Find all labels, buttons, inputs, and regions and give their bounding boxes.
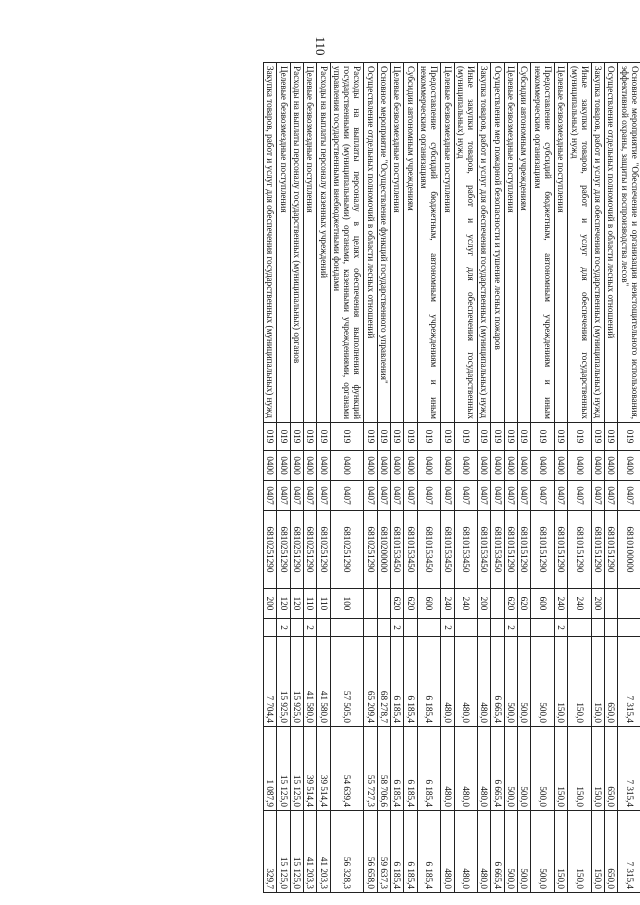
expense-type-cell [618, 589, 640, 619]
description-cell: Расходы на выплаты персоналу в целях обеспечения выполнения функций государственными (муниципальными) органами, казенными учреждениями, органами управления государственными внебюджетными фондами [330, 63, 364, 423]
grbs-code-cell: 019 [491, 423, 504, 451]
description-cell: Целевые безвозмездные поступления [391, 63, 404, 423]
amount-year2-cell: 650,0 [605, 727, 618, 811]
amount-year3-cell: 7 315,4 [618, 811, 640, 893]
description-cell: Предоставление субсидий бюджетным, автономным учреждениям и иным некоммерческим организациям [417, 63, 441, 423]
grbs-code-cell: 019 [303, 423, 316, 451]
subsection-code-cell: 0407 [491, 481, 504, 511]
amount-year2-cell: 480,0 [478, 727, 491, 811]
target-article-cell: 6810251290 [264, 511, 277, 589]
target-article-cell: 6810251290 [330, 511, 364, 589]
section-code-cell: 0400 [568, 451, 592, 481]
subsection-code-cell: 0407 [417, 481, 441, 511]
section-code-cell: 0400 [290, 451, 303, 481]
section-code-cell: 0400 [441, 451, 454, 481]
table-row [491, 63, 504, 893]
amount-year2-cell: 15 125,0 [290, 727, 303, 811]
amount-year2-cell: 500,0 [504, 727, 517, 811]
table-row [478, 63, 491, 893]
description-cell: Субсидии автономным учреждениям [404, 63, 417, 423]
subsection-code-cell: 0407 [404, 481, 417, 511]
subsection-code-cell: 0407 [391, 481, 404, 511]
table-row [404, 63, 417, 893]
table-row [330, 63, 364, 893]
funding-flag-cell [618, 619, 640, 637]
expense-type-cell: 200 [264, 589, 277, 619]
page-number: 110 [313, 36, 328, 56]
amount-year2-cell: 6 665,4 [491, 727, 504, 811]
table-row [290, 63, 303, 893]
description-cell: Осуществление мер пожарной безопасности и тушение лесных пожаров [491, 63, 504, 423]
amount-year3-cell: 150,0 [568, 811, 592, 893]
funding-flag-cell [377, 619, 390, 637]
target-article-cell: 6810151290 [591, 511, 604, 589]
subsection-code-cell: 0407 [478, 481, 491, 511]
amount-year1-cell: 15 925,0 [290, 637, 303, 727]
grbs-code-cell: 019 [454, 423, 478, 451]
description-cell: Целевые безвозмездные поступления [504, 63, 517, 423]
subsection-code-cell: 0407 [330, 481, 364, 511]
target-article-cell: 6810251290 [317, 511, 330, 589]
section-code-cell: 0400 [504, 451, 517, 481]
amount-year3-cell: 59 637,3 [377, 811, 390, 893]
description-cell: Целевые безвозмездные поступления [554, 63, 567, 423]
table-row [264, 63, 277, 893]
amount-year2-cell: 500,0 [531, 727, 555, 811]
description-cell: Осуществление отдельных полномочий в области лесных отношений [605, 63, 618, 423]
target-article-cell: 6810153450 [491, 511, 504, 589]
table-row [618, 63, 640, 893]
section-code-cell: 0400 [391, 451, 404, 481]
table-row [377, 63, 390, 893]
expense-type-cell: 120 [277, 589, 290, 619]
table-row [391, 63, 404, 893]
target-article-cell: 6810100000 [618, 511, 640, 589]
expense-type-cell: 110 [317, 589, 330, 619]
amount-year2-cell: 1 087,9 [264, 727, 277, 811]
description-cell: Расходы на выплаты персоналу государственных (муниципальных) органов [290, 63, 303, 423]
amount-year3-cell: 6 185,4 [417, 811, 441, 893]
amount-year3-cell: 500,0 [518, 811, 531, 893]
amount-year2-cell: 58 706,6 [377, 727, 390, 811]
description-cell: Иные закупки товаров, работ и услуг для обеспечения государственных (муниципальных) нужд [568, 63, 592, 423]
amount-year1-cell: 480,0 [441, 637, 454, 727]
funding-flag-cell [491, 619, 504, 637]
subsection-code-cell: 0407 [290, 481, 303, 511]
funding-flag-cell [364, 619, 377, 637]
amount-year3-cell: 15 125,0 [277, 811, 290, 893]
funding-flag-cell: 2 [504, 619, 517, 637]
amount-year1-cell: 480,0 [478, 637, 491, 727]
subsection-code-cell: 0407 [504, 481, 517, 511]
section-code-cell: 0400 [454, 451, 478, 481]
amount-year2-cell: 39 514,4 [303, 727, 316, 811]
amount-year1-cell: 41 580,0 [303, 637, 316, 727]
section-code-cell: 0400 [417, 451, 441, 481]
expense-type-cell: 240 [441, 589, 454, 619]
amount-year1-cell: 6 185,4 [417, 637, 441, 727]
expense-type-cell [605, 589, 618, 619]
amount-year1-cell: 68 278,7 [377, 637, 390, 727]
amount-year1-cell: 65 209,4 [364, 637, 377, 727]
table-row [364, 63, 377, 893]
target-article-cell: 6810251290 [303, 511, 316, 589]
amount-year1-cell: 150,0 [554, 637, 567, 727]
expense-type-cell [377, 589, 390, 619]
expense-type-cell: 240 [454, 589, 478, 619]
table-row [504, 63, 517, 893]
funding-flag-cell [417, 619, 441, 637]
amount-year1-cell: 7 704,4 [264, 637, 277, 727]
expense-type-cell: 240 [568, 589, 592, 619]
expense-type-cell: 620 [404, 589, 417, 619]
target-article-cell: 6810151290 [568, 511, 592, 589]
grbs-code-cell: 019 [417, 423, 441, 451]
description-cell: Закупка товаров, работ и услуг для обеспечения государственных (муниципальных) нужд [591, 63, 604, 423]
funding-flag-cell: 2 [441, 619, 454, 637]
funding-flag-cell [518, 619, 531, 637]
amount-year1-cell: 500,0 [531, 637, 555, 727]
amount-year1-cell: 57 505,0 [330, 637, 364, 727]
section-code-cell: 0400 [491, 451, 504, 481]
table-row [417, 63, 441, 893]
grbs-code-cell: 019 [441, 423, 454, 451]
subsection-code-cell: 0407 [364, 481, 377, 511]
target-article-cell: 6810151290 [605, 511, 618, 589]
amount-year2-cell: 150,0 [591, 727, 604, 811]
subsection-code-cell: 0407 [441, 481, 454, 511]
expense-type-cell [491, 589, 504, 619]
description-cell: Предоставление субсидий бюджетным, автономным учреждениям и иным некоммерческим организациям [531, 63, 555, 423]
grbs-code-cell: 019 [478, 423, 491, 451]
funding-flag-cell: 2 [554, 619, 567, 637]
description-cell: Осуществление отдельных полномочий в области лесных отношений [364, 63, 377, 423]
grbs-code-cell: 019 [377, 423, 390, 451]
funding-flag-cell [568, 619, 592, 637]
description-cell: Закупка товаров, работ и услуг для обеспечения государственных (муниципальных) нужд [264, 63, 277, 423]
amount-year1-cell: 7 315,4 [618, 637, 640, 727]
funding-flag-cell [290, 619, 303, 637]
expense-type-cell: 620 [518, 589, 531, 619]
target-article-cell: 6810151290 [531, 511, 555, 589]
subsection-code-cell: 0407 [618, 481, 640, 511]
section-code-cell: 0400 [554, 451, 567, 481]
description-cell: Расходы на выплаты персоналу казенных учреждений [317, 63, 330, 423]
funding-flag-cell [454, 619, 478, 637]
section-code-cell: 0400 [330, 451, 364, 481]
subsection-code-cell: 0407 [264, 481, 277, 511]
amount-year1-cell: 6 185,4 [404, 637, 417, 727]
expense-type-cell: 200 [591, 589, 604, 619]
grbs-code-cell: 019 [317, 423, 330, 451]
amount-year1-cell: 15 925,0 [277, 637, 290, 727]
expense-type-cell [364, 589, 377, 619]
target-article-cell: 6810151290 [554, 511, 567, 589]
amount-year2-cell: 150,0 [554, 727, 567, 811]
grbs-code-cell: 019 [264, 423, 277, 451]
description-cell: Целевые безвозмездные поступления [277, 63, 290, 423]
grbs-code-cell: 019 [277, 423, 290, 451]
target-article-cell: 6810251290 [290, 511, 303, 589]
rotated-page-content [67, 62, 640, 892]
amount-year3-cell: 329,7 [264, 811, 277, 893]
amount-year2-cell: 54 639,4 [330, 727, 364, 811]
target-article-cell: 6810153450 [404, 511, 417, 589]
section-code-cell: 0400 [618, 451, 640, 481]
subsection-code-cell: 0407 [591, 481, 604, 511]
grbs-code-cell: 019 [364, 423, 377, 451]
amount-year2-cell: 150,0 [568, 727, 592, 811]
table-row [317, 63, 330, 893]
section-code-cell: 0400 [364, 451, 377, 481]
description-cell: Основное мероприятие "Обеспечение и организация неистощительного использования, эффективной охраны, защиты и воспроизводства лесов" [618, 63, 640, 423]
subsection-code-cell: 0407 [531, 481, 555, 511]
amount-year2-cell: 480,0 [441, 727, 454, 811]
amount-year3-cell: 150,0 [591, 811, 604, 893]
subsection-code-cell: 0407 [277, 481, 290, 511]
expense-type-cell: 620 [391, 589, 404, 619]
amount-year3-cell: 41 203,3 [317, 811, 330, 893]
subsection-code-cell: 0407 [454, 481, 478, 511]
table-row [568, 63, 592, 893]
section-code-cell: 0400 [605, 451, 618, 481]
table-row [591, 63, 604, 893]
amount-year2-cell: 6 185,4 [404, 727, 417, 811]
table-row [605, 63, 618, 893]
subsection-code-cell: 0407 [317, 481, 330, 511]
amount-year2-cell: 39 514,4 [317, 727, 330, 811]
funding-flag-cell: 2 [391, 619, 404, 637]
subsection-code-cell: 0407 [518, 481, 531, 511]
funding-flag-cell [591, 619, 604, 637]
grbs-code-cell: 019 [605, 423, 618, 451]
target-article-cell: 6810251290 [277, 511, 290, 589]
section-code-cell: 0400 [591, 451, 604, 481]
section-code-cell: 0400 [531, 451, 555, 481]
target-article-cell: 6810153450 [478, 511, 491, 589]
funding-flag-cell [605, 619, 618, 637]
amount-year3-cell: 6 185,4 [391, 811, 404, 893]
amount-year3-cell: 56 658,0 [364, 811, 377, 893]
grbs-code-cell: 019 [568, 423, 592, 451]
subsection-code-cell: 0407 [568, 481, 592, 511]
table-row [441, 63, 454, 893]
amount-year2-cell: 6 185,4 [417, 727, 441, 811]
expense-type-cell: 620 [504, 589, 517, 619]
table-row [277, 63, 290, 893]
section-code-cell: 0400 [478, 451, 491, 481]
description-cell: Субсидии автономным учреждениям [518, 63, 531, 423]
amount-year3-cell: 480,0 [454, 811, 478, 893]
amount-year2-cell: 15 125,0 [277, 727, 290, 811]
table-row [554, 63, 567, 893]
amount-year1-cell: 6 185,4 [391, 637, 404, 727]
section-code-cell: 0400 [518, 451, 531, 481]
amount-year1-cell: 650,0 [605, 637, 618, 727]
grbs-code-cell: 019 [554, 423, 567, 451]
funding-flag-cell [531, 619, 555, 637]
description-cell: Целевые безвозмездные поступления [441, 63, 454, 423]
amount-year3-cell: 6 185,4 [404, 811, 417, 893]
section-code-cell: 0400 [404, 451, 417, 481]
subsection-code-cell: 0407 [377, 481, 390, 511]
amount-year2-cell: 7 315,4 [618, 727, 640, 811]
grbs-code-cell: 019 [330, 423, 364, 451]
description-cell: Иные закупки товаров, работ и услуг для обеспечения государственных (муниципальных) нужд [454, 63, 478, 423]
target-article-cell: 6810251290 [364, 511, 377, 589]
amount-year3-cell: 650,0 [605, 811, 618, 893]
funding-flag-cell [264, 619, 277, 637]
amount-year2-cell: 55 727,3 [364, 727, 377, 811]
expense-type-cell: 110 [303, 589, 316, 619]
amount-year3-cell: 480,0 [478, 811, 491, 893]
description-cell: Целевые безвозмездные поступления [303, 63, 316, 423]
amount-year2-cell: 500,0 [518, 727, 531, 811]
amount-year1-cell: 480,0 [454, 637, 478, 727]
section-code-cell: 0400 [377, 451, 390, 481]
amount-year3-cell: 6 665,4 [491, 811, 504, 893]
budget-table [263, 62, 640, 893]
amount-year1-cell: 500,0 [518, 637, 531, 727]
amount-year1-cell: 6 665,4 [491, 637, 504, 727]
expense-type-cell: 240 [554, 589, 567, 619]
grbs-code-cell: 019 [504, 423, 517, 451]
grbs-code-cell: 019 [391, 423, 404, 451]
subsection-code-cell: 0407 [605, 481, 618, 511]
grbs-code-cell: 019 [290, 423, 303, 451]
amount-year3-cell: 500,0 [531, 811, 555, 893]
amount-year1-cell: 150,0 [591, 637, 604, 727]
table-row [518, 63, 531, 893]
grbs-code-cell: 019 [531, 423, 555, 451]
table-row [303, 63, 316, 893]
grbs-code-cell: 019 [591, 423, 604, 451]
expense-type-cell: 120 [290, 589, 303, 619]
budget-table-body [264, 63, 640, 893]
amount-year3-cell: 15 125,0 [290, 811, 303, 893]
amount-year1-cell: 150,0 [568, 637, 592, 727]
funding-flag-cell [404, 619, 417, 637]
subsection-code-cell: 0407 [303, 481, 316, 511]
grbs-code-cell: 019 [518, 423, 531, 451]
subsection-code-cell: 0407 [554, 481, 567, 511]
amount-year3-cell: 56 328,3 [330, 811, 364, 893]
expense-type-cell: 100 [330, 589, 364, 619]
target-article-cell: 6810151290 [518, 511, 531, 589]
target-article-cell: 6810151290 [504, 511, 517, 589]
expense-type-cell: 200 [478, 589, 491, 619]
amount-year2-cell: 6 185,4 [391, 727, 404, 811]
section-code-cell: 0400 [303, 451, 316, 481]
target-article-cell: 6810153450 [417, 511, 441, 589]
amount-year3-cell: 150,0 [554, 811, 567, 893]
funding-flag-cell: 2 [277, 619, 290, 637]
amount-year3-cell: 41 203,3 [303, 811, 316, 893]
description-cell: Основное мероприятие "Осуществление функций государственного управления" [377, 63, 390, 423]
section-code-cell: 0400 [317, 451, 330, 481]
section-code-cell: 0400 [277, 451, 290, 481]
amount-year1-cell: 500,0 [504, 637, 517, 727]
amount-year3-cell: 480,0 [441, 811, 454, 893]
expense-type-cell: 600 [531, 589, 555, 619]
funding-flag-cell [330, 619, 364, 637]
grbs-code-cell: 019 [404, 423, 417, 451]
amount-year1-cell: 41 580,0 [317, 637, 330, 727]
target-article-cell: 6810200000 [377, 511, 390, 589]
funding-flag-cell [317, 619, 330, 637]
amount-year2-cell: 480,0 [454, 727, 478, 811]
amount-year3-cell: 500,0 [504, 811, 517, 893]
grbs-code-cell: 019 [618, 423, 640, 451]
expense-type-cell: 600 [417, 589, 441, 619]
section-code-cell: 0400 [264, 451, 277, 481]
funding-flag-cell: 2 [303, 619, 316, 637]
target-article-cell: 6810153450 [441, 511, 454, 589]
target-article-cell: 6810153450 [454, 511, 478, 589]
description-cell: Закупка товаров, работ и услуг для обеспечения государственных (муниципальных) нужд [478, 63, 491, 423]
funding-flag-cell [478, 619, 491, 637]
target-article-cell: 6810153450 [391, 511, 404, 589]
table-row [531, 63, 555, 893]
table-row [454, 63, 478, 893]
